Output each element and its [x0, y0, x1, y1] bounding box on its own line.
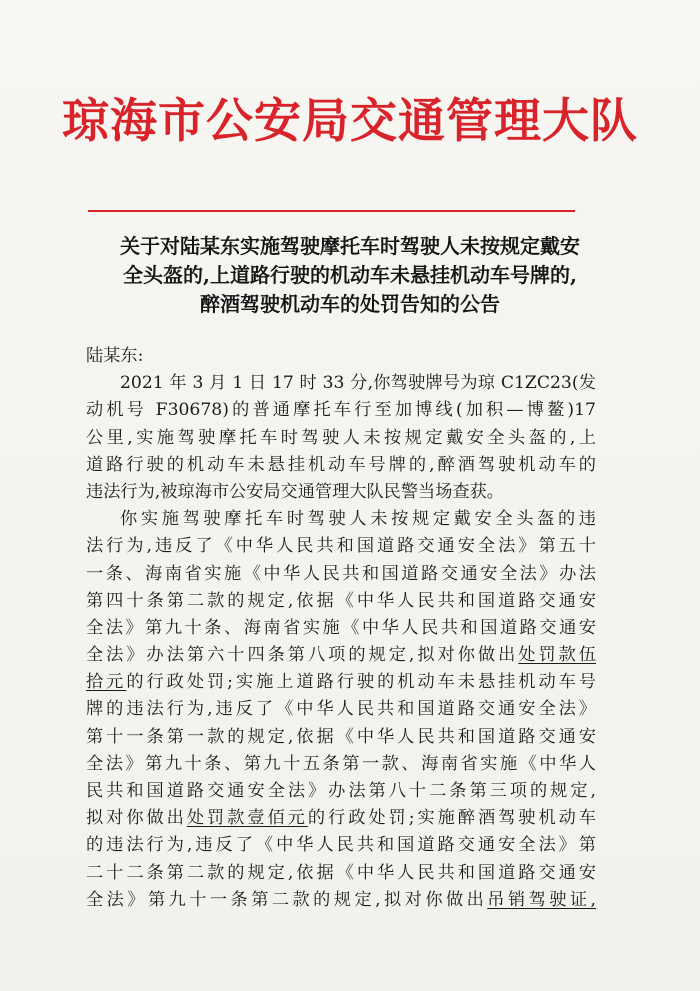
body-line — [86, 615, 596, 642]
body-line — [86, 805, 596, 832]
body-text-segment: 全法》第九十条、第九十五条第一款、海南省实施《中华人 — [86, 753, 596, 774]
body-text-segment: 的违法行为,违反了《中华人民共和国道路交通安全法》第 — [86, 835, 596, 856]
body-line — [86, 561, 596, 588]
body-text-segment: 民共和国道路交通安全法》办法第八十二条第三项的规定, — [86, 781, 596, 801]
agency-header: 琼海市公安局交通管理大队 — [62, 94, 638, 149]
title-line: 全头盔的,上道路行驶的机动车未悬挂机动车号牌的, — [123, 263, 577, 287]
body-text-segment: 2021 年 3 月 1 日 17 时 33 分,你驾驶牌号为琼 C1ZC23(发 — [120, 373, 596, 394]
body-line — [86, 751, 596, 778]
body-line — [86, 832, 596, 859]
body-line — [86, 642, 596, 669]
body-line — [86, 778, 596, 805]
body-text-segment: 道路行驶的机动车未悬挂机动车号牌的,醉酒驾驶机动车的 — [86, 454, 596, 475]
notice-title — [70, 232, 630, 319]
title-line: 醉酒驾驶机动车的处罚告知的公告 — [200, 292, 500, 316]
body-text-segment: 你实施驾驶摩托车时驾驶人未按规定戴安全头盔的违 — [120, 509, 596, 530]
body-line — [86, 669, 596, 696]
notice-body — [86, 343, 596, 914]
salutation: 陆某东: — [86, 346, 144, 366]
body-line — [86, 452, 596, 479]
red-divider-line — [88, 210, 575, 212]
body-text-segment: 违法行为,被琼海市公安局交通管理大队民警当场查获。 — [86, 481, 504, 502]
body-text-segment: 动机号 F30678)的普通摩托车行至加博线(加积—博鳌)17 — [86, 400, 596, 421]
body-text-segment: 第十一条第一款的规定,依据《中华人民共和国道路交通安 — [86, 726, 596, 747]
body-text-segment: 公里,实施驾驶摩托车时驾驶人未按规定戴安全头盔的,上 — [86, 427, 596, 448]
body-line — [86, 696, 596, 723]
underlined-penalty-text: 处罚款壹佰元 — [186, 808, 308, 829]
body-text-segment: 第四十条第二款的规定,依据《中华人民共和国道路交通安 — [86, 590, 596, 611]
body-text-segment: 全法》办法第六十四条第八项的规定,拟对你做出 — [86, 645, 519, 666]
underlined-penalty-text: 处罚款伍 — [518, 645, 596, 666]
body-line — [86, 479, 596, 506]
body-text-segment: 法行为,违反了《中华人民共和国道路交通安全法》第五十 — [86, 536, 596, 557]
underlined-penalty-text: 拾元 — [86, 672, 127, 693]
body-text-segment: 二十二条第二款的规定,依据《中华人民共和国道路交通安 — [86, 862, 596, 883]
body-line — [86, 506, 596, 533]
body-line — [86, 724, 596, 751]
body-text-segment: 牌的违法行为,违反了《中华人民共和国道路交通安全法》 — [86, 699, 596, 720]
body-line — [86, 425, 596, 452]
body-line — [86, 370, 596, 397]
body-text-segment: 一条、海南省实施《中华人民共和国道路交通安全法》办法 — [86, 563, 596, 584]
title-line: 关于对陆某东实施驾驶摩托车时驾驶人未按规定戴安 — [120, 234, 580, 258]
body-line — [86, 887, 596, 914]
underlined-penalty-text: 吊销驾驶证, — [487, 889, 596, 910]
body-line — [86, 860, 596, 887]
body-text-segment: 的行政处罚;实施醉酒驾驶机动车 — [307, 808, 596, 829]
body-line — [86, 397, 596, 424]
body-line — [86, 588, 596, 615]
body-text-segment: 拟对你做出 — [86, 808, 187, 829]
body-line — [86, 533, 596, 560]
body-text-segment: 的行政处罚;实施上道路行驶的机动车未悬挂机动车号 — [126, 672, 596, 693]
body-text-segment: 全法》第九十一条第二款的规定,拟对你做出 — [86, 889, 488, 910]
body-text-segment: 全法》第九十条、海南省实施《中华人民共和国道路交通安 — [86, 617, 596, 638]
